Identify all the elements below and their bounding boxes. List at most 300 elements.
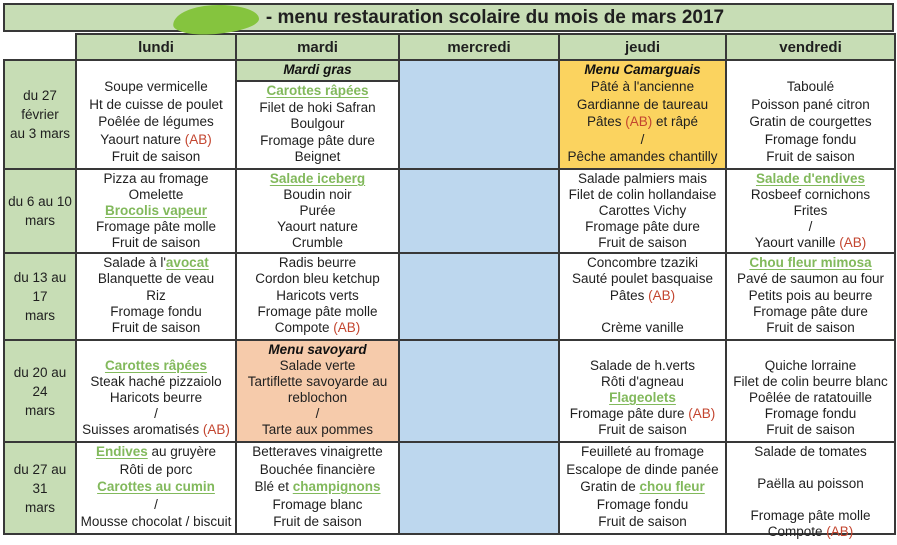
menu-line — [729, 171, 892, 187]
menu-line — [79, 271, 233, 287]
menu-item: Rosbeef cornichons — [750, 187, 871, 202]
menu-item: avocat — [165, 255, 209, 270]
week-label — [4, 442, 76, 534]
menu-line — [239, 171, 396, 187]
menu-line — [562, 271, 723, 287]
menu-cell-content — [400, 61, 558, 168]
menu-cell-content — [77, 341, 235, 441]
menu-cell-vendredi — [726, 60, 895, 169]
menu-cell-content — [727, 170, 894, 252]
menu-line — [729, 235, 892, 251]
menu-item: Cordon bleu ketchup — [255, 271, 380, 287]
menu-item: (AB) — [333, 320, 361, 335]
menu-item: Compote — [274, 320, 334, 335]
menu-line — [239, 406, 396, 422]
menu-line — [729, 97, 892, 113]
menu-item: Mardi gras — [283, 62, 352, 77]
menu-cell-content — [727, 341, 894, 441]
menu-item: Salade verte — [279, 358, 356, 373]
menu-line — [562, 422, 723, 438]
menu-item: Poisson pané citron — [751, 96, 870, 112]
menu-item: Salade à l' — [103, 255, 166, 270]
menu-line — [562, 132, 723, 148]
menu-item: Yaourt nature — [277, 219, 358, 234]
menu-item: Pavé de saumon au four — [736, 271, 885, 287]
day-header-jeudi: jeudi — [559, 34, 726, 60]
menu-line — [729, 288, 892, 304]
week-label-line: du 20 au 24 — [13, 364, 67, 399]
menu-item: Fromage fondu — [764, 131, 857, 147]
menu-line — [562, 304, 723, 320]
menu-item: Riz — [146, 287, 166, 303]
menu-item: Bouchée financière — [259, 461, 376, 477]
menu-line — [79, 358, 233, 374]
menu-item: Frites — [793, 203, 828, 218]
menu-item: (AB) — [184, 131, 212, 147]
menu-item: reblochon — [287, 390, 348, 405]
menu-item: Omelette — [128, 187, 184, 202]
menu-item: au gruyère — [147, 444, 217, 459]
menu-line — [239, 444, 396, 460]
menu-line — [239, 304, 396, 320]
menu-line — [562, 187, 723, 203]
menu-line — [79, 514, 233, 530]
menu-line — [729, 62, 892, 78]
menu-cell-content — [560, 170, 725, 252]
redaction-blob — [172, 3, 259, 36]
day-header-mardi: mardi — [236, 34, 399, 60]
week-label — [4, 340, 76, 442]
menu-line — [562, 479, 723, 495]
menu-item: Crumble — [291, 235, 343, 250]
menu-line — [729, 508, 892, 524]
menu-line — [79, 288, 233, 304]
menu-line — [562, 514, 723, 530]
menu-line — [79, 235, 233, 251]
menu-cell-mercredi — [399, 442, 559, 534]
menu-cell-content — [560, 443, 725, 533]
menu-item: Salade de tomates — [754, 444, 867, 459]
menu-item: (AB) — [688, 406, 716, 421]
menu-item: Salade iceberg — [269, 171, 366, 186]
menu-item: Carottes Vichy — [598, 203, 687, 218]
menu-line — [729, 304, 892, 320]
menu-item: / — [808, 219, 813, 234]
menu-item: Petits pois au beurre — [748, 287, 873, 303]
menu-item: Blanquette de veau — [97, 271, 215, 287]
week-row — [4, 60, 895, 169]
menu-item: Brocolis vapeur — [104, 203, 208, 218]
menu-cell-vendredi — [726, 340, 895, 442]
menu-line — [729, 132, 892, 148]
menu-line — [239, 358, 396, 374]
menu-line — [79, 255, 233, 271]
menu-line — [729, 444, 892, 460]
menu-item: Fromage blanc — [272, 496, 363, 512]
menu-item: Crème vanille — [601, 320, 684, 335]
page-title: - menu restauration scolaire du mois de mars 2017 — [265, 6, 725, 28]
menu-line — [562, 203, 723, 219]
menu-item: Gratin de — [580, 479, 640, 494]
menu-item: Feuilleté au fromage — [580, 444, 705, 459]
menu-line — [239, 203, 396, 219]
menu-item: Escalope de dinde panée — [566, 461, 719, 477]
menu-item: / — [315, 406, 320, 421]
menu-item: Fromage pâte dure — [260, 132, 375, 148]
week-label-line: mars — [25, 499, 55, 515]
menu-line — [79, 304, 233, 320]
week-row — [4, 340, 895, 442]
week-label — [4, 169, 76, 253]
menu-line — [562, 149, 723, 165]
menu-line — [729, 342, 892, 358]
menu-line — [79, 462, 233, 478]
menu-line — [729, 524, 892, 540]
menu-item: Rôti de porc — [119, 461, 193, 477]
menu-item: Pâté à l'ancienne — [590, 79, 695, 95]
menu-line — [729, 149, 892, 165]
menu-line — [79, 114, 233, 130]
menu-item: Fruit de saison — [766, 148, 855, 164]
menu-item: Fromage fondu — [110, 303, 202, 319]
menu-line — [239, 255, 396, 271]
menu-line — [562, 374, 723, 390]
menu-item: Pâtes — [586, 114, 626, 130]
menu-line — [562, 406, 723, 422]
week-row — [4, 442, 895, 534]
menu-cell-jeudi — [559, 169, 726, 253]
menu-line — [729, 255, 892, 271]
menu-item: Mousse chocolat / biscuit — [80, 514, 232, 529]
menu-item: Fruit de saison — [111, 148, 201, 164]
menu-cell-content — [560, 254, 725, 339]
menu-cell-jeudi — [559, 60, 726, 169]
menu-line — [729, 114, 892, 130]
menu-item: Fruit de saison — [598, 235, 687, 250]
menu-line — [729, 79, 892, 95]
menu-item: Taboulé — [786, 79, 835, 95]
menu-line — [562, 497, 723, 513]
menu-item: champignons — [292, 479, 381, 494]
menu-line — [79, 62, 233, 78]
menu-item: Pâtes — [609, 287, 649, 303]
menu-item: Flageolets — [609, 390, 676, 405]
menu-line — [562, 342, 723, 358]
menu-line — [239, 271, 396, 287]
menu-line — [562, 288, 723, 304]
menu-item: Paëlla au poisson — [757, 476, 864, 491]
week-label-line: du 13 au 17 — [13, 270, 67, 304]
menu-item: / — [154, 406, 158, 421]
menu-cell-jeudi — [559, 442, 726, 534]
menu-cell-content — [727, 254, 894, 339]
menu-cell-content — [77, 61, 235, 168]
menu-line — [562, 255, 723, 271]
menu-item: Filet de colin hollandaise — [568, 187, 717, 202]
menu-cell-mercredi — [399, 169, 559, 253]
menu-item: Haricots beurre — [109, 390, 203, 405]
menu-item: Carottes au cumin — [97, 479, 215, 494]
menu-cell-content — [77, 170, 235, 252]
menu-item: Salade d'endives — [755, 171, 865, 186]
menu-line — [79, 342, 233, 358]
menu-cell-mercredi — [399, 340, 559, 442]
menu-line — [237, 61, 398, 82]
menu-item: et râpé — [652, 114, 699, 130]
menu-line — [239, 187, 396, 203]
menu-cell-jeudi — [559, 340, 726, 442]
week-label-line: du 6 au 10 — [8, 194, 72, 209]
menu-item: Quiche lorraine — [764, 358, 857, 373]
menu-line — [562, 444, 723, 460]
menu-cell-mardi — [236, 60, 399, 169]
menu-item: Filet de hoki Safran — [259, 99, 376, 115]
menu-item: Filet de colin beurre blanc — [733, 374, 888, 389]
menu-line — [729, 320, 892, 336]
menu-cell-mercredi — [399, 253, 559, 340]
menu-line — [79, 479, 233, 495]
menu-item: Poêlée de légumes — [98, 114, 214, 130]
menu-cell-mardi — [236, 253, 399, 340]
menu-cell-content — [400, 254, 558, 339]
menu-item: Pizza au fromage — [103, 171, 209, 186]
menu-line — [79, 390, 233, 406]
menu-cell-content — [237, 170, 398, 252]
menu-line — [239, 342, 396, 358]
menu-line — [729, 271, 892, 287]
menu-item: Blé et — [254, 479, 293, 494]
menu-line — [562, 462, 723, 478]
menu-item: Endives — [95, 444, 148, 459]
menu-cell-content — [400, 443, 558, 533]
menu-line — [79, 187, 233, 203]
menu-item: (AB) — [648, 287, 676, 303]
week-row — [4, 253, 895, 340]
menu-item: Carottes râpées — [266, 83, 369, 99]
menu-cell-content — [400, 170, 558, 252]
menu-item: Fruit de saison — [273, 514, 362, 529]
menu-item: Poêlée de ratatouille — [748, 390, 873, 405]
menu-line — [239, 288, 396, 304]
menu-item: (AB) — [625, 114, 653, 130]
menu-line — [79, 497, 233, 513]
menu-cell-lundi — [76, 169, 236, 253]
day-header-lundi: lundi — [76, 34, 236, 60]
menu-line — [239, 116, 396, 132]
menu-line — [79, 320, 233, 336]
menu-line — [239, 462, 396, 478]
week-label — [4, 253, 76, 340]
menu-cell-mardi — [236, 340, 399, 442]
menu-item: Fromage pâte molle — [257, 303, 378, 319]
menu-line — [239, 479, 396, 495]
menu-item: / — [154, 496, 158, 512]
menu-line — [239, 374, 396, 390]
menu-cell-content — [237, 254, 398, 339]
menu-item: chou fleur — [639, 479, 705, 494]
menu-item: Fruit de saison — [111, 320, 201, 335]
menu-line — [79, 406, 233, 422]
menu-line — [729, 358, 892, 374]
menu-line — [562, 171, 723, 187]
menu-item: Fromage pâte dure — [569, 406, 689, 421]
menu-item: Fruit de saison — [766, 422, 855, 437]
menu-item: Fruit de saison — [598, 422, 687, 437]
menu-line — [79, 79, 233, 95]
corner-cell — [4, 34, 76, 60]
menu-cell-vendredi — [726, 253, 895, 340]
menu-cell-content — [237, 443, 398, 533]
menu-cell-mardi — [236, 442, 399, 534]
menu-item: Pêche amandes chantilly — [567, 148, 718, 164]
menu-line — [239, 83, 396, 99]
menu-cell-mercredi — [399, 60, 559, 169]
menu-line — [239, 219, 396, 235]
menu-line — [562, 320, 723, 336]
menu-item: Fruit de saison — [111, 235, 201, 250]
menu-item: Carottes râpées — [104, 358, 208, 373]
menu-cell-content — [237, 341, 398, 441]
menu-item: Yaourt vanille — [754, 235, 840, 250]
week-row — [4, 169, 895, 253]
menu-item: Haricots verts — [276, 287, 359, 303]
menu-line — [79, 97, 233, 113]
menu-cell-lundi — [76, 253, 236, 340]
menu-line — [239, 100, 396, 116]
week-label-line: du 27 février — [21, 88, 59, 122]
menu-cell-content — [77, 254, 235, 339]
menu-line — [562, 79, 723, 95]
header-row — [4, 34, 895, 60]
menu-item: Sauté poulet basquaise — [571, 271, 714, 287]
menu-item: Gardianne de taureau — [576, 96, 709, 112]
week-label-line: mars — [25, 213, 55, 228]
week-label — [4, 60, 76, 169]
menu-item: (AB) — [839, 235, 867, 250]
menu-item: Salade palmiers mais — [577, 171, 708, 186]
title-bar — [3, 3, 894, 32]
menu-item: Boudin noir — [283, 187, 352, 202]
week-label-line: du 27 au 31 — [13, 461, 67, 496]
menu-item: Fromage pâte dure — [753, 303, 868, 319]
menu-cell-lundi — [76, 442, 236, 534]
menu-line — [239, 320, 396, 336]
menu-cell-content — [560, 61, 725, 168]
menu-line — [729, 203, 892, 219]
menu-item: Fromage pâte dure — [585, 219, 700, 234]
menu-cell-content — [727, 61, 894, 168]
menu-line — [562, 358, 723, 374]
menu-line — [729, 374, 892, 390]
menu-line — [729, 187, 892, 203]
menu-item: Ht de cuisse de poulet — [89, 96, 223, 112]
menu-line — [729, 476, 892, 492]
menu-item: Betteraves vinaigrette — [252, 444, 383, 459]
menu-line — [562, 62, 723, 78]
menu-line — [79, 149, 233, 165]
menu-cell-mardi — [236, 169, 399, 253]
menu-item: Tartiflette savoyarde au — [247, 374, 388, 389]
menu-cell-vendredi — [726, 169, 895, 253]
menu-item: Radis beurre — [278, 255, 357, 270]
menu-item: Beignet — [294, 148, 341, 164]
menu-line — [79, 444, 233, 460]
menu-item: Salade de h.verts — [589, 358, 696, 373]
menu-line — [562, 390, 723, 406]
menu-line — [79, 132, 233, 148]
menu-item: Fromage pâte molle — [750, 508, 871, 523]
menu-cell-vendredi — [726, 442, 895, 539]
menu-item: Fromage fondu — [764, 406, 857, 421]
menu-item: Menu savoyard — [268, 342, 367, 357]
day-header-mercredi: mercredi — [399, 34, 559, 60]
menu-item: Boulgour — [290, 116, 345, 132]
menu-item: (AB) — [826, 524, 854, 539]
menu-item: Rôti d'agneau — [601, 374, 684, 389]
menu-item: Fruit de saison — [598, 514, 687, 529]
menu-item: Menu Camarguais — [584, 62, 701, 77]
menu-line — [562, 114, 723, 130]
menu-item: Purée — [299, 203, 336, 218]
menu-line — [79, 171, 233, 187]
week-label-line: mars — [25, 308, 55, 323]
menu-line — [239, 514, 396, 530]
menu-line — [239, 390, 396, 406]
menu-item: Fruit de saison — [766, 320, 855, 335]
menu-line — [729, 390, 892, 406]
menu-cell-lundi — [76, 340, 236, 442]
menu-line — [729, 406, 892, 422]
menu-line — [729, 422, 892, 438]
menu-line — [239, 422, 396, 438]
week-label-line: mars — [25, 402, 55, 418]
menu-item: Suisses aromatisés — [82, 422, 203, 437]
menu-item: Fromage fondu — [596, 496, 689, 512]
menu-item: / — [640, 131, 645, 147]
menu-item: Yaourt nature — [100, 131, 185, 147]
menu-item: Steak haché pizzaiolo — [90, 374, 222, 389]
menu-cell-content — [77, 443, 235, 533]
menu-line — [79, 374, 233, 390]
menu-item: Tarte aux pommes — [261, 422, 374, 437]
menu-line — [729, 219, 892, 235]
menu-line — [239, 133, 396, 149]
menu-item: Chou fleur mimosa — [749, 255, 872, 270]
menu-cell-content — [560, 341, 725, 441]
menu-item: Compote — [767, 524, 827, 539]
day-header-vendredi: vendredi — [726, 34, 895, 60]
menu-line — [562, 235, 723, 251]
menu-table — [3, 33, 896, 539]
menu-cell-jeudi — [559, 253, 726, 340]
menu-line — [79, 219, 233, 235]
menu-line — [729, 492, 892, 508]
menu-cell-content — [400, 341, 558, 441]
menu-cell-lundi — [76, 60, 236, 169]
menu-item: Concombre tzaziki — [586, 255, 699, 270]
menu-cell-content — [237, 61, 398, 168]
menu-line — [729, 460, 892, 476]
menu-line — [79, 203, 233, 219]
menu-line — [239, 149, 396, 165]
week-label-line: au 3 mars — [9, 126, 71, 141]
menu-item: Fromage pâte molle — [95, 219, 217, 234]
menu-line — [562, 97, 723, 113]
menu-line — [562, 219, 723, 235]
menu-item: Soupe vermicelle — [104, 79, 208, 95]
menu-item: Gratin de courgettes — [749, 114, 872, 130]
menu-line — [239, 497, 396, 513]
